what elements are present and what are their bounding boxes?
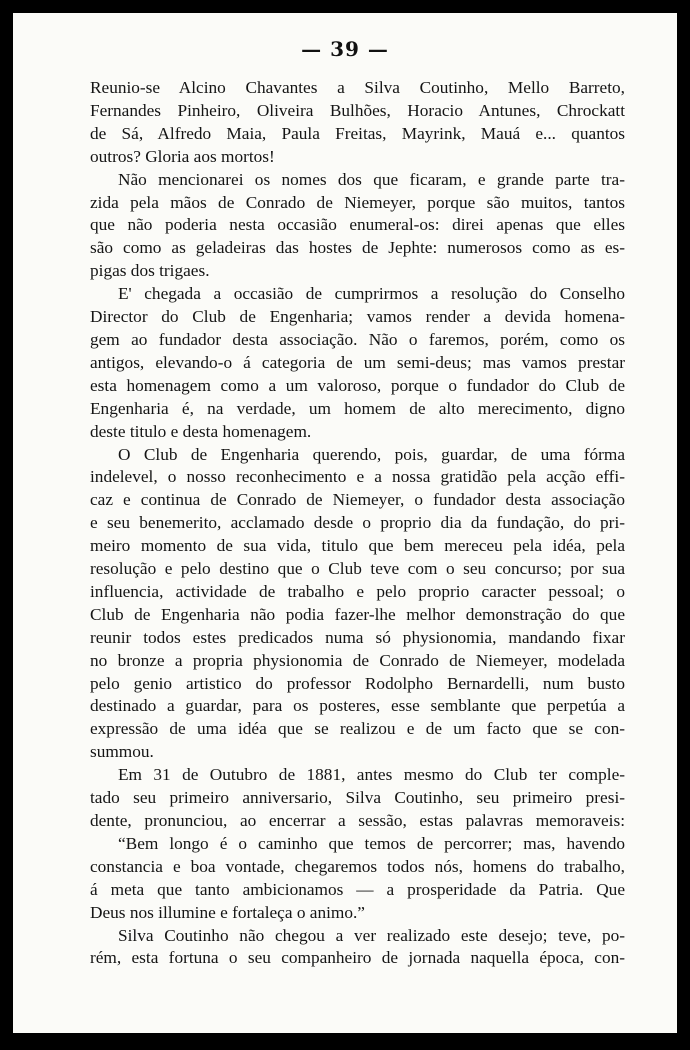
text-line: O Club de Engenharia querendo, pois, guardar, de uma fórma: [118, 444, 625, 464]
text-line: summou.: [90, 742, 154, 762]
text-line: rém, esta fortuna o seu companheiro de jornada naquella época, con-: [90, 948, 625, 968]
text-line: “Bem longo é o caminho que temos de percorrer; mas, havendo: [118, 833, 625, 853]
text-line: Em 31 de Outubro de 1881, antes mesmo do Club ter comple-: [118, 765, 625, 785]
text-line: caz e continua de Conrado de Niemeyer, o fundador desta associação: [90, 490, 625, 510]
text-line: Silva Coutinho não chegou a ver realizado este desejo; teve, po-: [118, 925, 625, 945]
text-line: Engenharia é, na verdade, um homem de alto merecimento, digno: [90, 398, 625, 418]
text-line: resolução e pelo destino que o Club teve com o seu concurso; por sua: [90, 559, 625, 579]
text-line: Deus nos illumine e fortaleça o animo.”: [90, 902, 365, 922]
text-line: outros? Gloria aos mortos!: [90, 146, 275, 166]
text-line: deste titulo e desta homenagem.: [90, 421, 312, 441]
body-text: [90, 77, 625, 970]
text-line: tado seu primeiro anniversario, Silva Coutinho, seu primeiro presi-: [90, 788, 625, 808]
text-line: destinado a guardar, para os posteres, esse semblante que perpetúa a: [90, 696, 625, 716]
text-line: expressão de uma idéa que se realizou e de um facto que se con-: [90, 719, 625, 739]
text-line: que não poderia nesta occasião enumeral-os: direi apenas que elles: [90, 215, 625, 235]
text-line: antigos, elevando-o á categoria de um semi-deus; mas vamos prestar: [90, 352, 625, 372]
text-line: reunir todos estes predicados numa só physionomia, mandando fixar: [90, 627, 625, 647]
text-line: E' chegada a occasião de cumprirmos a resolução do Conselho: [118, 284, 625, 304]
text-line: pelo genio artistico do professor Rodolpho Bernardelli, num busto: [90, 673, 625, 693]
text-line: são como as geladeiras das hostes de Jephte: numerosos como as es-: [90, 238, 625, 258]
text-line: meiro momento de sua vida, titulo que bem mereceu pela idéa, pela: [90, 536, 625, 556]
text-line: pigas dos trigaes.: [90, 261, 210, 281]
text-line: no bronze a propria physionomia de Conrado de Niemeyer, modelada: [90, 650, 625, 670]
text-line: á meta que tanto ambicionamos — a prosperidade da Patria. Que: [90, 879, 625, 899]
text-line: indelevel, o nosso reconhecimento e a nossa gratidão pela acção effi-: [90, 467, 625, 487]
text-line: e seu benemerito, acclamado desde o proprio dia da fundação, do pri-: [90, 513, 625, 533]
text-line: zida pela mãos de Conrado de Niemeyer, porque são muitos, tantos: [90, 192, 625, 212]
page-number: — 39 —: [301, 37, 389, 61]
text-line: Reunio-se Alcino Chavantes a Silva Coutinho, Mello Barreto,: [90, 78, 625, 97]
text-line: gem ao fundador desta associação. Não o faremos, porém, como os: [90, 329, 625, 349]
document-page: [13, 13, 677, 1033]
text-line: de Sá, Alfredo Maia, Paula Freitas, Mayrink, Mauá e... quantos: [90, 123, 625, 143]
text-line: Não mencionarei os nomes dos que ficaram, e grande parte tra-: [118, 169, 625, 189]
text-line: Club de Engenharia não podia fazer-lhe melhor demonstração do que: [90, 604, 625, 624]
text-line: Fernandes Pinheiro, Oliveira Bulhões, Horacio Antunes, Chrockatt: [90, 100, 625, 120]
text-line: esta homenagem como a um valoroso, porque o fundador do Club de: [90, 375, 625, 395]
text-line: Director do Club de Engenharia; vamos render a devida homena-: [90, 307, 625, 327]
text-line: dente, pronunciou, ao encerrar a sessão, estas palavras memoraveis:: [90, 811, 625, 830]
text-line: influencia, actividade de trabalho e pelo proprio caracter pessoal; o: [90, 581, 625, 601]
text-line: constancia e boa vontade, chegaremos todos nós, homens do trabalho,: [90, 856, 625, 876]
